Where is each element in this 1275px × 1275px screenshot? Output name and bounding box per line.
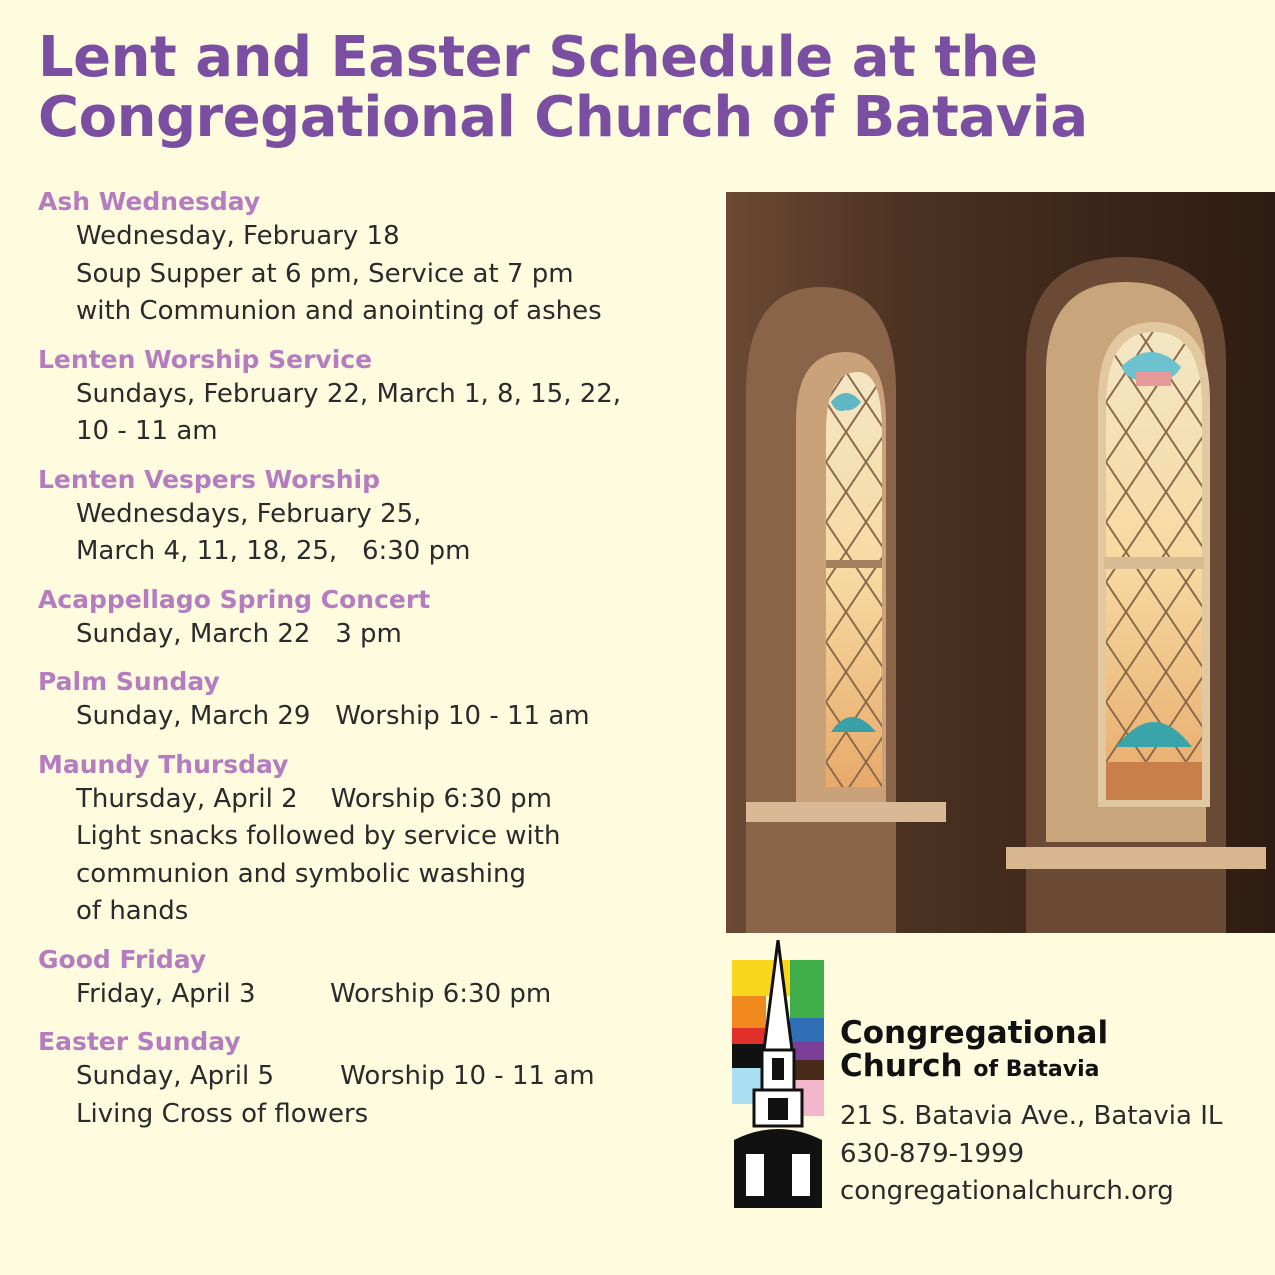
- event-heading: Acappellago Spring Concert: [38, 584, 431, 614]
- church-name-line-2: [840, 1050, 1108, 1086]
- phone-number: 630-879-1999: [840, 1138, 1025, 1169]
- event-detail: March 4, 11, 18, 25, 6:30 pm: [76, 536, 471, 566]
- event-detail: Light snacks followed by service with: [76, 821, 561, 851]
- event-detail: of hands: [76, 896, 189, 926]
- event-heading: Maundy Thursday: [38, 749, 289, 779]
- church-name-line-1: Congregational: [840, 1015, 1109, 1051]
- event-detail: Sunday, April 5 Worship 10 - 11 am: [76, 1061, 595, 1091]
- event-palm-sunday: [38, 666, 708, 736]
- event-heading: Easter Sunday: [38, 1027, 241, 1056]
- event-maundy-thursday: [38, 749, 708, 931]
- event-heading: Good Friday: [38, 944, 207, 974]
- steeple-icon: [728, 940, 828, 1208]
- event-heading: Lenten Worship Service: [38, 344, 373, 374]
- church-name: [840, 1017, 1108, 1086]
- event-detail: Wednesdays, February 25,: [76, 498, 422, 529]
- stained-glass-photo: [726, 192, 1275, 933]
- church-name-main: Church: [840, 1048, 963, 1084]
- event-lenten-vespers-worship: [38, 464, 708, 571]
- event-lenten-worship-service: [38, 344, 708, 451]
- event-heading: Ash Wednesday: [38, 187, 261, 216]
- event-heading: Lenten Vespers Worship: [38, 464, 381, 494]
- church-name-suffix: of Batavia: [973, 1057, 1100, 1082]
- event-good-friday: [38, 944, 708, 1014]
- address: 21 S. Batavia Ave., Batavia IL: [840, 1101, 1223, 1131]
- event-detail: Friday, April 3 Worship 6:30 pm: [76, 978, 552, 1009]
- event-schedule: [38, 186, 708, 1146]
- event-detail: with Communion and anointing of ashes: [76, 296, 602, 326]
- church-logo: [728, 940, 828, 1208]
- event-easter-sunday: [38, 1026, 708, 1133]
- event-ash-wednesday: [38, 186, 708, 331]
- website-link[interactable]: congregationalchurch.org: [840, 1176, 1174, 1206]
- event-detail: Sundays, February 22, March 1, 8, 15, 22,: [76, 378, 622, 409]
- event-detail: Sunday, March 22 3 pm: [76, 618, 402, 649]
- event-detail: communion and symbolic washing: [76, 858, 526, 889]
- title-line-2: Congregational Church of Batavia: [38, 85, 1088, 150]
- event-detail: Sunday, March 29 Worship 10 - 11 am: [76, 701, 590, 731]
- contact-info: [840, 1098, 1222, 1211]
- event-acappellago-spring-concert: [38, 584, 708, 654]
- event-detail: Living Cross of flowers: [76, 1098, 369, 1129]
- title-line-1: Lent and Easter Schedule at the: [38, 25, 1038, 90]
- event-detail: 10 - 11 am: [76, 416, 218, 446]
- event-heading: Palm Sunday: [38, 667, 220, 696]
- event-detail: Wednesday, February 18: [76, 221, 400, 251]
- event-detail: Thursday, April 2 Worship 6:30 pm: [76, 783, 552, 814]
- page-title: [38, 25, 1238, 150]
- event-detail: Soup Supper at 6 pm, Service at 7 pm: [76, 258, 574, 289]
